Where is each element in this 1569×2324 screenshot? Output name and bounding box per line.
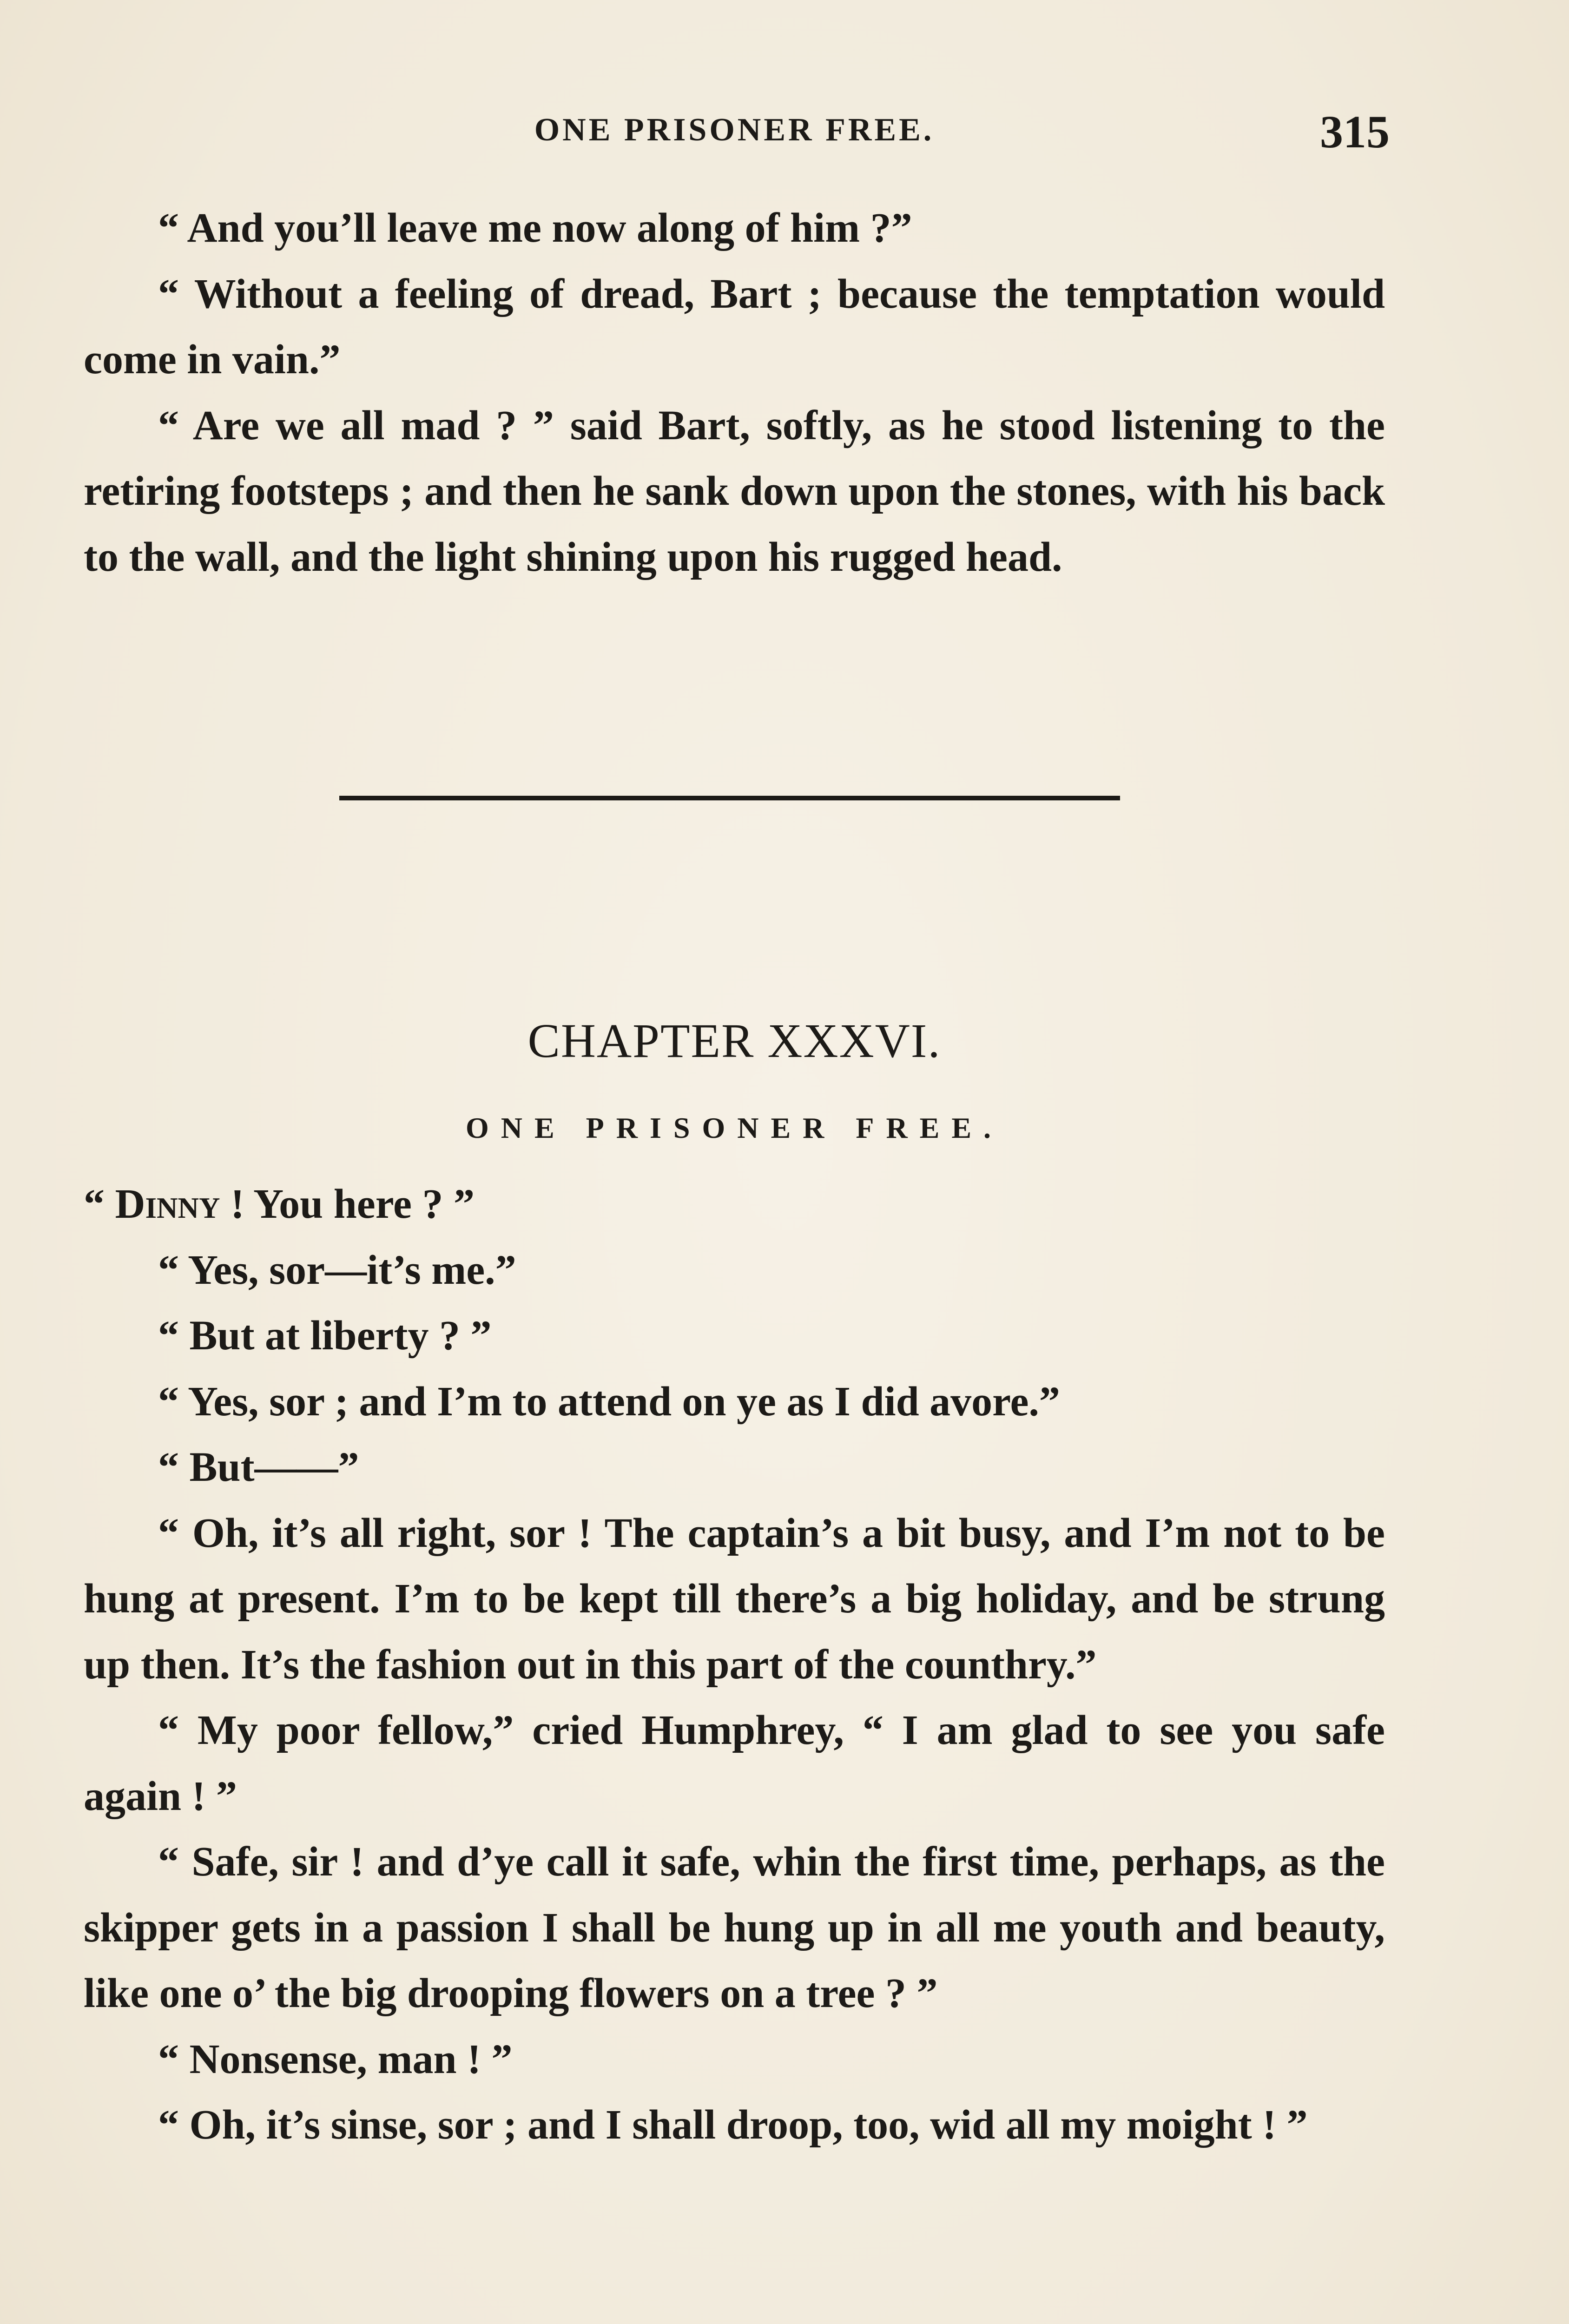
paragraph: “ My poor fellow,” cried Humphrey, “ I am glad to see you safe again ! ” xyxy=(84,1707,1385,1819)
section-divider xyxy=(339,796,1120,800)
page-header xyxy=(84,106,1390,163)
paragraph: “ And you’ll leave me now along of him ?” xyxy=(158,205,912,251)
paragraph-text: ! You here ? ” xyxy=(220,1181,475,1227)
text-block-top xyxy=(84,195,1385,590)
paragraph: “ Yes, sor ; and I’m to attend on ye as I did avore.” xyxy=(158,1378,1060,1425)
speaker-name: Dinny xyxy=(115,1181,220,1227)
paragraph: “ Are we all mad ? ” said Bart, softly, as he stood listening to the retiring footsteps ; and then he sank down upon the stones, with his back to the wall, and the light shining upon his rugged head. xyxy=(84,402,1385,580)
text-block-chapter xyxy=(84,1171,1385,2158)
chapter-title: CHAPTER XXXVI. xyxy=(527,1014,941,1068)
paragraph: “ But at liberty ? ” xyxy=(158,1313,492,1359)
page-number: 315 xyxy=(1320,106,1390,158)
paragraph: “ Nonsense, man ! ” xyxy=(158,2036,513,2082)
paragraph: “ Safe, sir ! and d’ye call it safe, whin the first time, perhaps, as the skipper gets in a passion I shall be hung up in all me youth and beauty, like one o’ the big drooping flowers on a tree ? ” xyxy=(84,1839,1385,2016)
paragraph: “ Dinny ! You here ? ” xyxy=(84,1181,475,1227)
paragraph: “ Without a feeling of dread, Bart ; because the temptation would come in vain.” xyxy=(84,271,1385,383)
running-title: ONE PRISONER FREE. xyxy=(534,112,935,148)
chapter-subtitle: ONE PRISONER FREE. xyxy=(465,1111,1003,1144)
paragraph: “ Yes, sor—it’s me.” xyxy=(158,1247,516,1293)
paragraph: “ Oh, it’s all right, sor ! The captain’s a bit busy, and I’m not to be hung at present. I’m to be kept till there’s a big holiday, and be strung up then. It’s the fashion out in this part of the counthry.” xyxy=(84,1510,1385,1688)
paragraph: “ But——” xyxy=(158,1444,359,1490)
paragraph: “ Oh, it’s sinse, sor ; and I shall droop, too, wid all my moight ! ” xyxy=(158,2102,1308,2148)
